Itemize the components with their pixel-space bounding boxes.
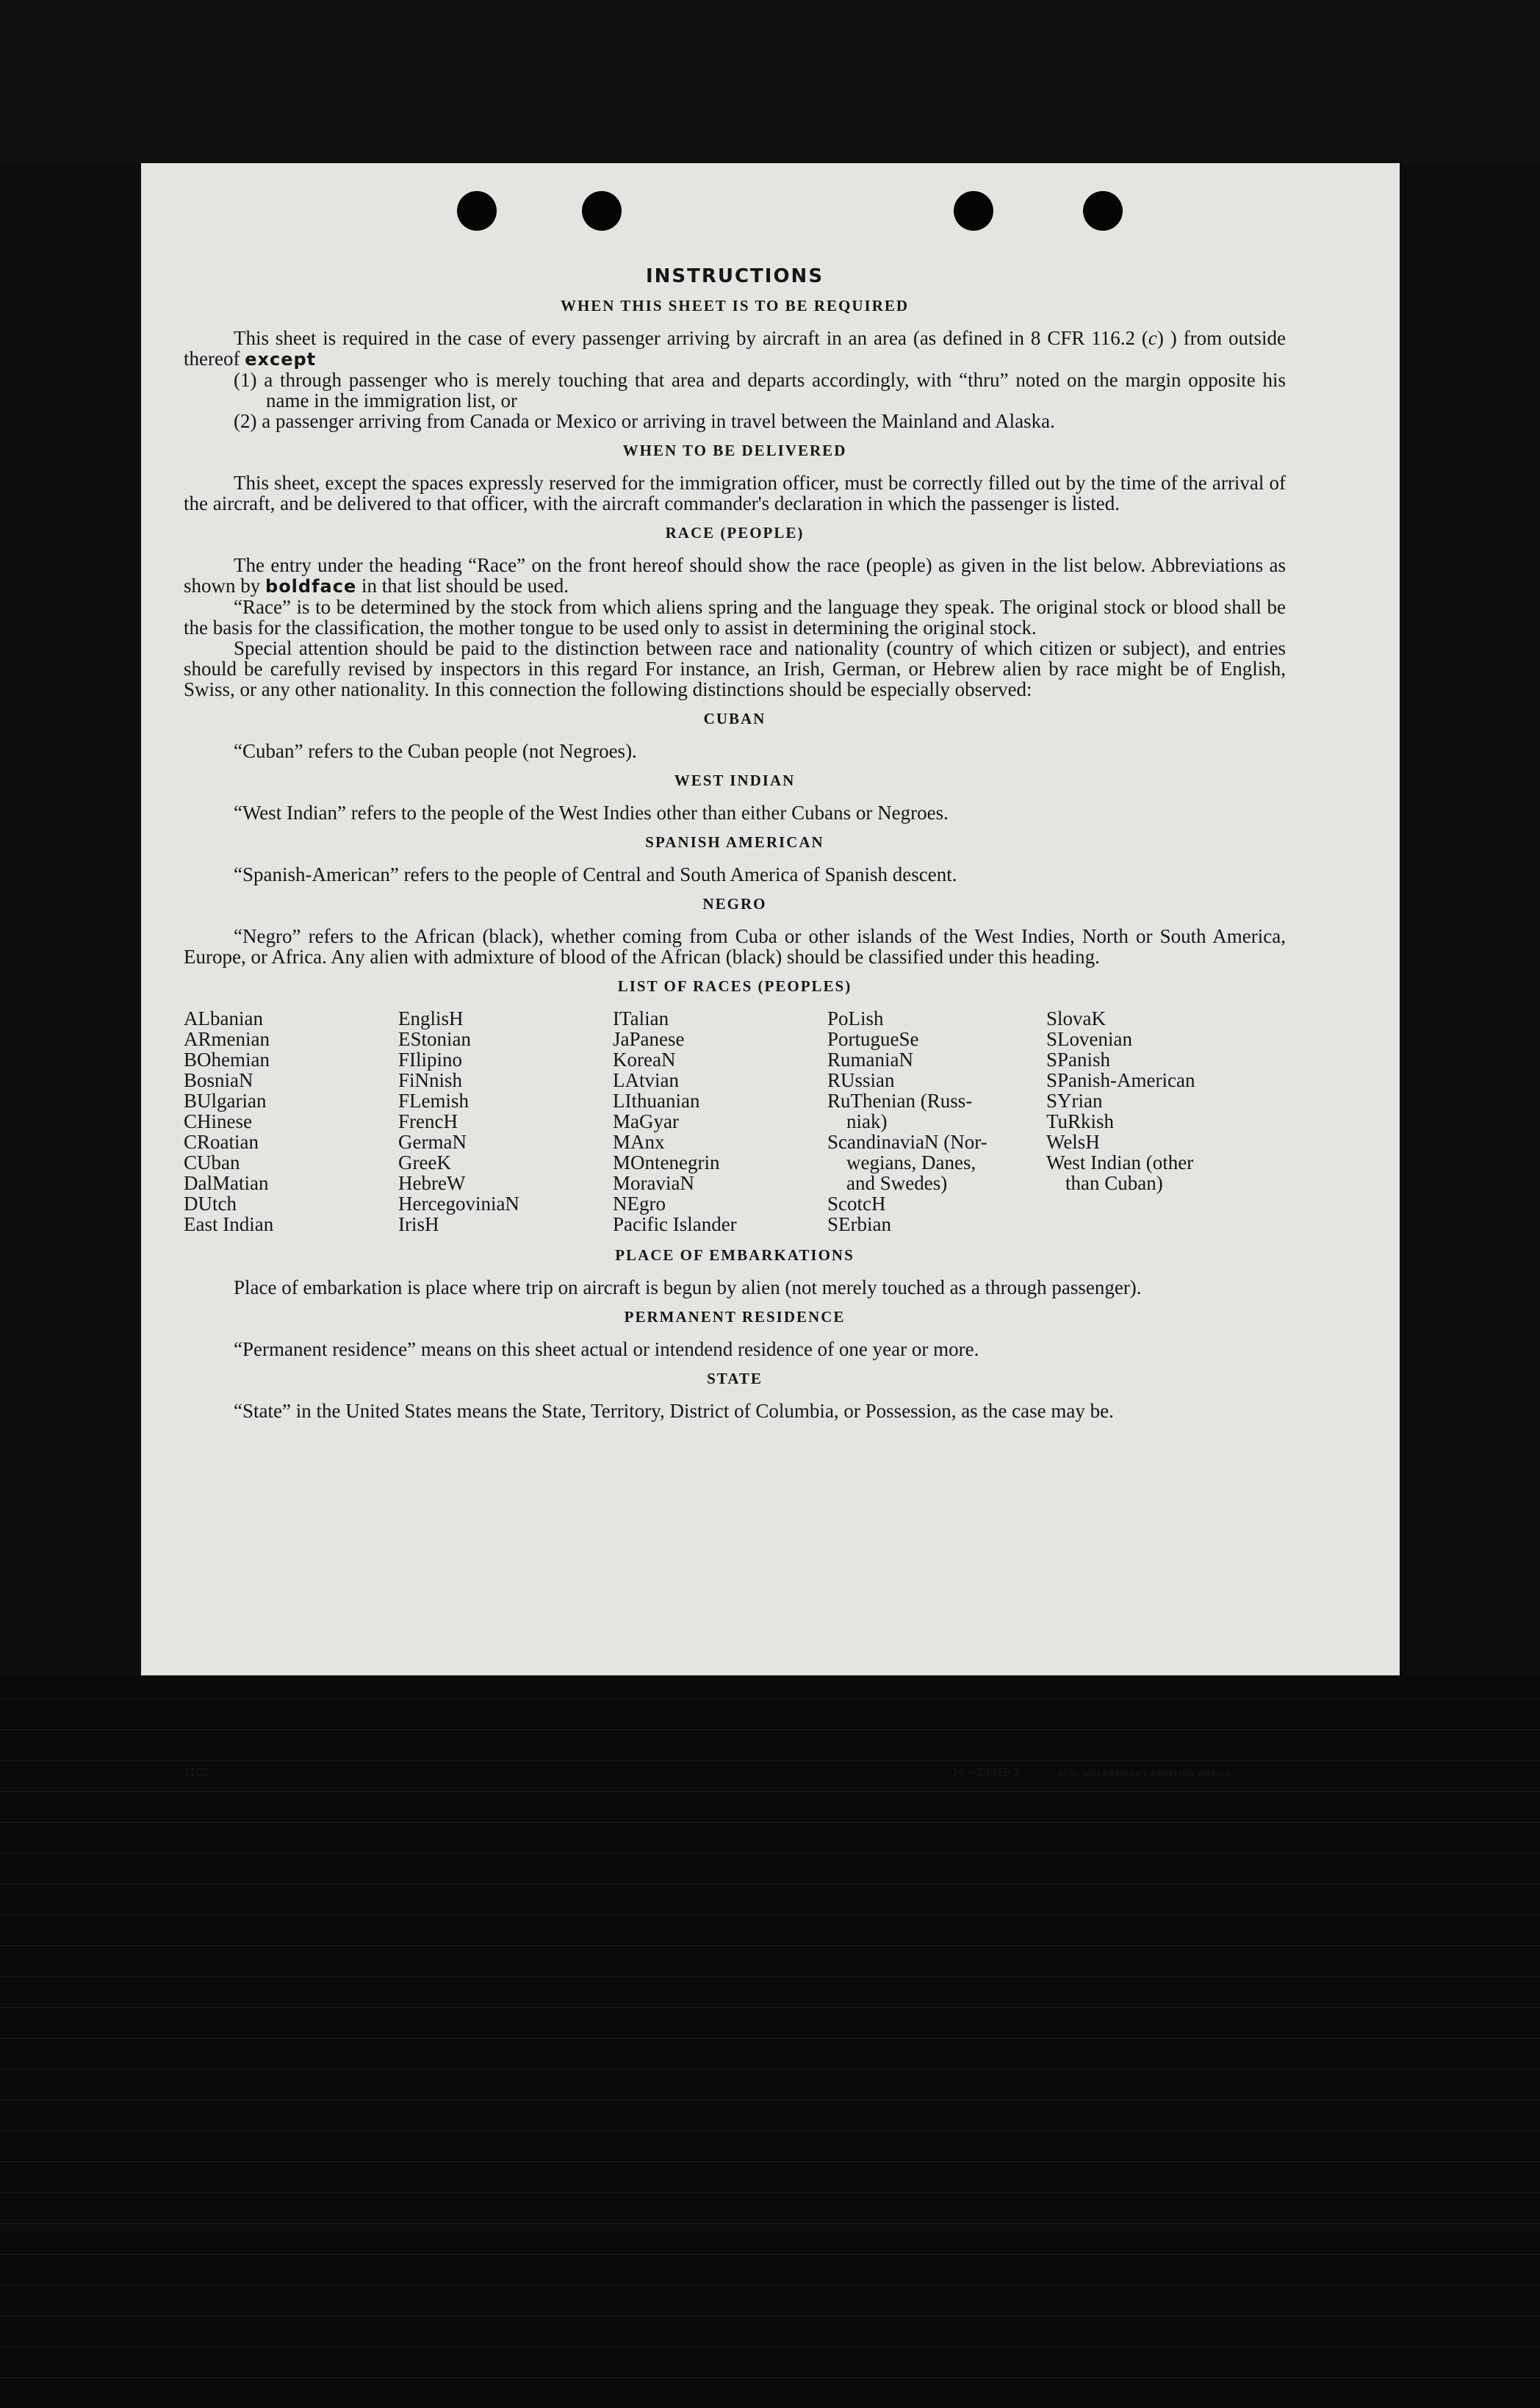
punch-hole bbox=[1083, 191, 1123, 231]
paragraph: “Permanent residence” means on this sheet actual or intendend residence of one year or more. bbox=[234, 1338, 979, 1360]
instructions-body bbox=[184, 266, 1286, 1421]
race-entry: HebreW bbox=[398, 1172, 466, 1194]
section-heading: WEST INDIAN bbox=[674, 772, 796, 789]
race-entry: EStonian bbox=[398, 1028, 471, 1050]
page-footer bbox=[184, 1767, 1286, 1789]
section-heading: LIST OF RACES (PEOPLES) bbox=[617, 977, 852, 995]
race-entry: FrencH bbox=[398, 1110, 458, 1132]
race-entry: East Indian bbox=[184, 1213, 274, 1235]
race-entry: RumaniaN bbox=[827, 1049, 913, 1071]
race-entry: KoreaN bbox=[613, 1049, 676, 1071]
race-entry: PoLish bbox=[827, 1007, 884, 1029]
races-column bbox=[1046, 1008, 1252, 1234]
race-entry: IrisH bbox=[398, 1213, 439, 1235]
race-entry: ScotcH bbox=[827, 1193, 886, 1215]
race-entry: BosniaN bbox=[184, 1069, 253, 1091]
race-entry: LIthuanian bbox=[613, 1090, 700, 1112]
section-heading: PERMANENT RESIDENCE bbox=[624, 1308, 846, 1326]
punch-hole bbox=[954, 191, 993, 231]
section-heading: WHEN THIS SHEET IS TO BE REQUIRED bbox=[560, 297, 910, 315]
form-number: 16—24915-1 bbox=[952, 1767, 1021, 1779]
race-entry: EnglisH bbox=[398, 1007, 464, 1029]
section-heading: WHEN TO BE DELIVERED bbox=[622, 442, 847, 459]
race-entry: BOhemian bbox=[184, 1049, 270, 1071]
race-entry: BUlgarian bbox=[184, 1090, 267, 1112]
scan-border-top bbox=[0, 0, 1540, 162]
race-entry: NEgro bbox=[613, 1193, 666, 1215]
race-entry: SLovenian bbox=[1046, 1028, 1132, 1050]
section-heading: PLACE OF EMBARKATIONS bbox=[615, 1246, 854, 1264]
race-entry: West Indian (other than Cuban) bbox=[1046, 1151, 1194, 1194]
punch-hole bbox=[457, 191, 497, 231]
race-entry: MoraviaN bbox=[613, 1172, 694, 1194]
paragraph: “State” in the United States means the State, Territory, District of Columbia, or Possession, as the case may be. bbox=[234, 1400, 1114, 1422]
race-entry: GreeK bbox=[398, 1151, 451, 1174]
race-entry: DalMatian bbox=[184, 1172, 269, 1194]
section-heading: STATE bbox=[707, 1370, 763, 1387]
paragraph: “Negro” refers to the African (black), whether coming from Cuba or other islands of the West Indies, North or South America, Europe, or Africa. Any alien with admixture of blood of the African (black) should be classified under this heading. bbox=[184, 925, 1286, 968]
race-entry: TuRkish bbox=[1046, 1110, 1115, 1132]
race-entry: ScandinaviaN (Nor- wegians, Danes, and Swedes) bbox=[827, 1131, 987, 1194]
races-column bbox=[613, 1008, 827, 1234]
race-entry: CHinese bbox=[184, 1110, 252, 1132]
paragraph: “Spanish-American” refers to the people of Central and South America of Spanish descent. bbox=[234, 863, 957, 885]
race-entry: SPanish bbox=[1046, 1049, 1111, 1071]
paragraph: The entry under the heading “Race” on the front hereof should show the race (people) as given in the list below. Abbreviations as shown by boldface in that list should be used. bbox=[184, 554, 1286, 597]
race-entry: LAtvian bbox=[613, 1069, 679, 1091]
race-entry: ITalian bbox=[613, 1007, 669, 1029]
race-entry: SYrian bbox=[1046, 1090, 1103, 1112]
races-column bbox=[398, 1008, 613, 1234]
paragraph: “Race” is to be determined by the stock from which aliens spring and the language they speak. The original stock or blood shall be the basis for the classification, the mother tongue to be used only to assist in determining the original stock. bbox=[184, 596, 1286, 639]
race-entry: SErbian bbox=[827, 1213, 891, 1235]
paragraph: This sheet, except the spaces expressly reserved for the immigration officer, must be correctly filled out by the time of the arrival of the aircraft, and be delivered to that officer, with the aircraft commander's declaration in which the passenger is listed. bbox=[184, 472, 1286, 514]
race-entry: PortugueSe bbox=[827, 1028, 919, 1050]
paragraph: This sheet is required in the case of every passenger arriving by aircraft in an area (as defined in 8 CFR 116.2 (c) ) from outside thereof except bbox=[184, 327, 1286, 370]
paragraph: Special attention should be paid to the distinction between race and nationality (country of which citizen or subject), and entries should be carefully revised by inspectors in this regard For instance, an Irish, German, or Hebrew alien by race might be of English, Swiss, or any other nationality. In this connection the following distinctions should be especially observed: bbox=[184, 637, 1286, 700]
race-entry: DUtch bbox=[184, 1193, 237, 1215]
printer-imprint: U. S. GOVERNMENT PRINTING OFFICE bbox=[1058, 1769, 1233, 1778]
race-entry: MaGyar bbox=[613, 1110, 679, 1132]
section-heading: SPANISH AMERICAN bbox=[645, 833, 824, 851]
race-entry: MAnx bbox=[613, 1131, 665, 1153]
race-entry: FiNnish bbox=[398, 1069, 463, 1091]
footer-page-code: 1102 bbox=[184, 1767, 209, 1779]
race-entry: SPanish-American bbox=[1046, 1069, 1195, 1091]
race-entry: FLemish bbox=[398, 1090, 469, 1112]
race-entry: CUban bbox=[184, 1151, 240, 1174]
document-sheet bbox=[141, 163, 1400, 1779]
race-entry: FIlipino bbox=[398, 1049, 463, 1071]
race-entry: MOntenegrin bbox=[613, 1151, 720, 1174]
race-entry: RUssian bbox=[827, 1069, 895, 1091]
section-heading: NEGRO bbox=[702, 895, 767, 913]
race-entry: HercegoviniaN bbox=[398, 1193, 519, 1215]
race-entry: GermaN bbox=[398, 1131, 467, 1153]
races-list bbox=[184, 1008, 1286, 1234]
section-heading: CUBAN bbox=[703, 710, 766, 727]
exception-item: (1) a through passenger who is merely touching that area and departs accordingly, with “thru” noted on the margin opposite his name in the immigration list, or bbox=[234, 369, 1286, 411]
race-entry: SlovaK bbox=[1046, 1007, 1106, 1029]
race-entry: ARmenian bbox=[184, 1028, 270, 1050]
paragraph: “Cuban” refers to the Cuban people (not Negroes). bbox=[234, 740, 637, 762]
race-entry: JaPanese bbox=[613, 1028, 685, 1050]
punch-hole bbox=[582, 191, 622, 231]
race-entry: RuThenian (Russ- niak) bbox=[827, 1090, 973, 1132]
races-column bbox=[827, 1008, 1046, 1234]
race-entry: CRoatian bbox=[184, 1131, 259, 1153]
race-entry: ALbanian bbox=[184, 1007, 263, 1029]
page-title: INSTRUCTIONS bbox=[645, 265, 824, 287]
race-entry: WelsH bbox=[1046, 1131, 1100, 1153]
exception-item: (2) a passenger arriving from Canada or Mexico or arriving in travel between the Mainland and Alaska. bbox=[234, 410, 1055, 432]
paragraph: Place of embarkation is place where trip on aircraft is begun by alien (not merely touched as a through passenger). bbox=[234, 1276, 1142, 1298]
races-column bbox=[184, 1008, 398, 1234]
race-entry: Pacific Islander bbox=[613, 1213, 737, 1235]
section-heading: RACE (PEOPLE) bbox=[665, 524, 805, 542]
paragraph: “West Indian” refers to the people of the West Indies other than either Cubans or Negroes. bbox=[234, 802, 949, 824]
